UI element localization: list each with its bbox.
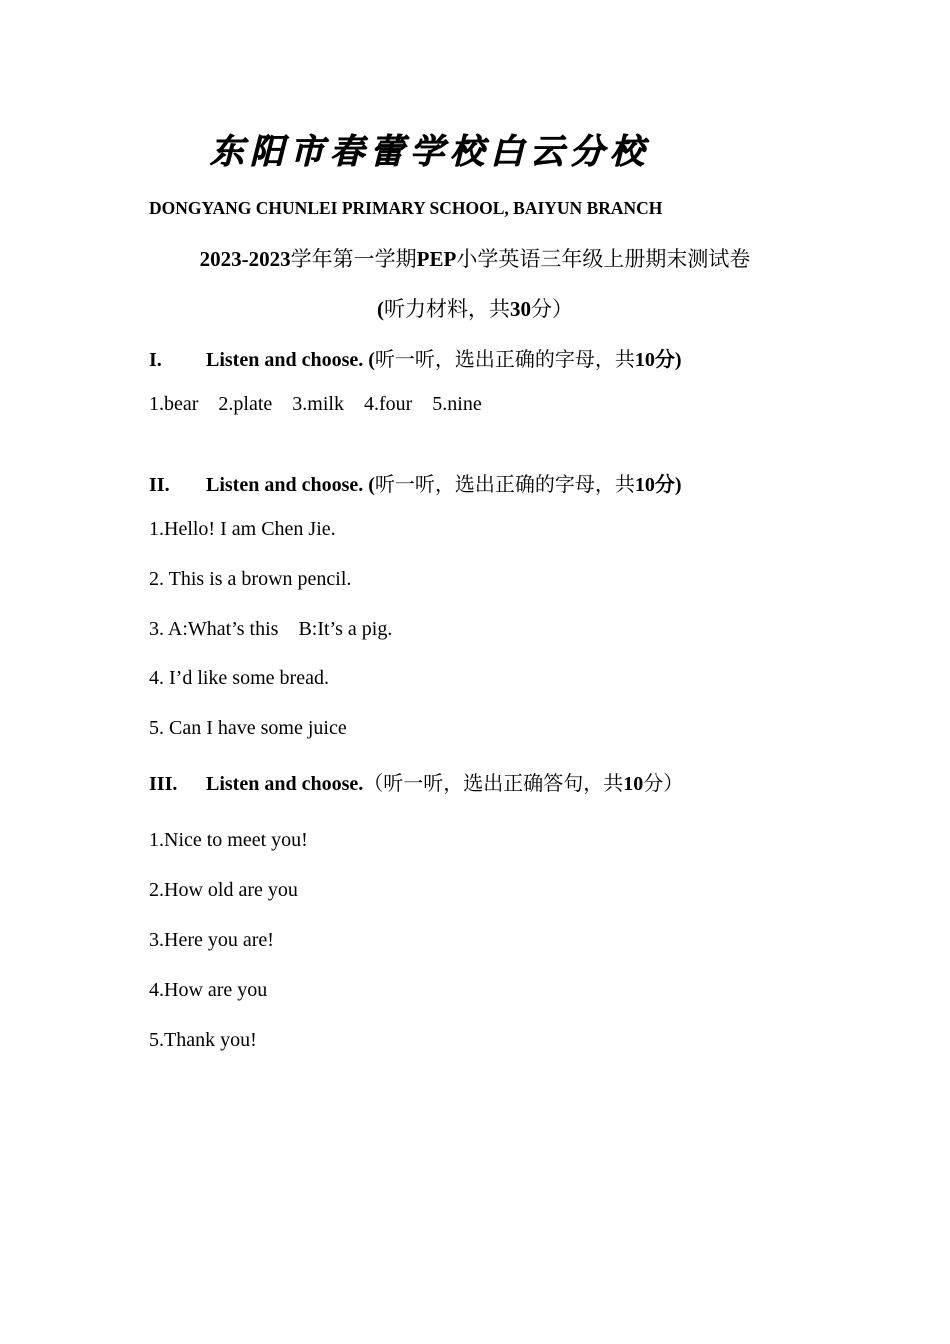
exam-subtitle bbox=[0, 293, 950, 323]
list-item: 5.Thank you! bbox=[149, 1029, 257, 1051]
list-item: 3.Here you are! bbox=[149, 929, 274, 951]
section-score: 10 bbox=[623, 773, 644, 795]
list-item: 1.Nice to meet you! bbox=[149, 829, 308, 851]
exam-pep: PEP bbox=[416, 247, 457, 271]
section-title: Listen and choose. ( bbox=[206, 474, 375, 496]
section-heading-2 bbox=[149, 468, 682, 497]
section-title: Listen and choose. ( bbox=[206, 349, 375, 371]
exam-year: 2023-2023 bbox=[199, 247, 291, 271]
exam-title bbox=[0, 243, 950, 273]
section-close: 分） bbox=[643, 773, 684, 795]
list-item: 4. I’d like some bread. bbox=[149, 667, 329, 689]
list-item: 1.bear 2.plate 3.milk 4.four 5.nine bbox=[149, 393, 482, 415]
list-item: 1.Hello! I am Chen Jie. bbox=[149, 518, 336, 540]
school-name-chinese: 东阳市春蕾学校白云分校 bbox=[210, 132, 650, 172]
section-score: 10 bbox=[634, 349, 655, 371]
section-close: 分) bbox=[654, 474, 682, 496]
section-number: I. bbox=[149, 349, 162, 371]
subtitle-open-paren: ( bbox=[377, 297, 384, 321]
exam-term: 学年第一学期 bbox=[290, 247, 417, 271]
section-score: 10 bbox=[634, 474, 655, 496]
section-instruction: （听一听，选出正确答句，共 bbox=[363, 773, 624, 795]
section-number: III. bbox=[149, 773, 178, 795]
section-title: Listen and choose. bbox=[206, 773, 364, 795]
list-item: 4.How are you bbox=[149, 979, 268, 1001]
section-heading-1 bbox=[149, 343, 682, 372]
section-heading-3 bbox=[149, 767, 683, 796]
list-item: 5. Can I have some juice bbox=[149, 717, 347, 739]
school-name-english: DONGYANG CHUNLEI PRIMARY SCHOOL, BAIYUN BRANCH bbox=[149, 198, 663, 218]
section-close: 分) bbox=[654, 349, 682, 371]
list-item: 2.How old are you bbox=[149, 879, 298, 901]
subtitle-text: 听力材料，共 bbox=[384, 297, 510, 321]
exam-name: 小学英语三年级上册期末测试卷 bbox=[456, 247, 751, 271]
subtitle-score: 30 bbox=[510, 297, 531, 321]
section-number: II. bbox=[149, 474, 170, 496]
list-item: 2. This is a brown pencil. bbox=[149, 568, 352, 590]
subtitle-end: 分） bbox=[531, 297, 573, 321]
section-instruction: 听一听，选出正确的字母，共 bbox=[374, 474, 635, 496]
section-instruction: 听一听，选出正确的字母，共 bbox=[374, 349, 635, 371]
list-item: 3. A:What’s this B:It’s a pig. bbox=[149, 618, 393, 640]
